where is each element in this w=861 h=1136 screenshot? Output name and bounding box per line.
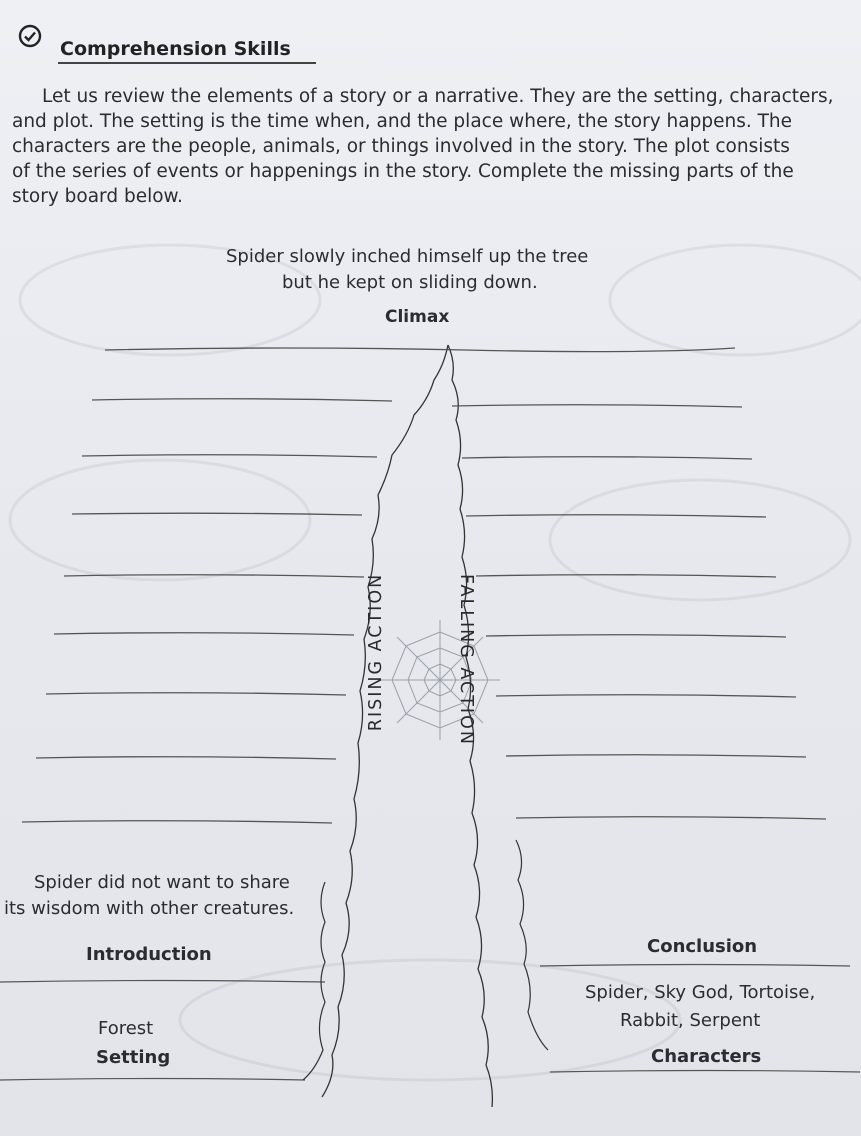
- intro-line: story board below.: [12, 186, 183, 207]
- intro-line: characters are the people, animals, or things involved in the story. The plot consists: [12, 136, 790, 157]
- falling-action-answer-lines: [452, 405, 826, 819]
- lower-left-edge: [303, 882, 325, 1080]
- intro-line: of the series of events or happenings in the story. Complete the missing parts of the: [12, 161, 794, 182]
- section-title: Comprehension Skills: [60, 38, 291, 60]
- climax-answer-line: [105, 348, 735, 352]
- introduction-text: its wisdom with other creatures.: [4, 898, 295, 919]
- characters-text: Spider, Sky God, Tortoise,: [585, 982, 816, 1003]
- conclusion-label: Conclusion: [647, 936, 758, 957]
- setting-text: Forest: [98, 1018, 154, 1039]
- characters-text: Rabbit, Serpent: [620, 1010, 761, 1031]
- climax-label: Climax: [385, 307, 450, 327]
- setting-label: Setting: [96, 1047, 171, 1068]
- climax-text: but he kept on sliding down.: [282, 272, 538, 293]
- climax-text: Spider slowly inched himself up the tree: [226, 246, 589, 267]
- falling-action-label: FALLING ACTION: [456, 574, 476, 746]
- rising-action-label: RISING ACTION: [366, 572, 386, 732]
- setting-ground-line: [0, 1079, 305, 1081]
- introduction-ground-line: [0, 981, 325, 983]
- characters-label: Characters: [651, 1046, 762, 1067]
- introduction-label: Introduction: [86, 944, 212, 965]
- characters-ground-line: [550, 1071, 860, 1073]
- intro-line: and plot. The setting is the time when, and the place where, the story happens. The: [12, 111, 793, 132]
- intro-line: Let us review the elements of a story or a narrative. They are the setting, characters,: [42, 86, 834, 107]
- lower-right-edge: [516, 840, 548, 1050]
- introduction-text: Spider did not want to share: [34, 872, 290, 893]
- rising-action-answer-lines: [22, 399, 392, 823]
- conclusion-ground-line: [540, 965, 850, 967]
- spider-web-icon: [380, 620, 500, 740]
